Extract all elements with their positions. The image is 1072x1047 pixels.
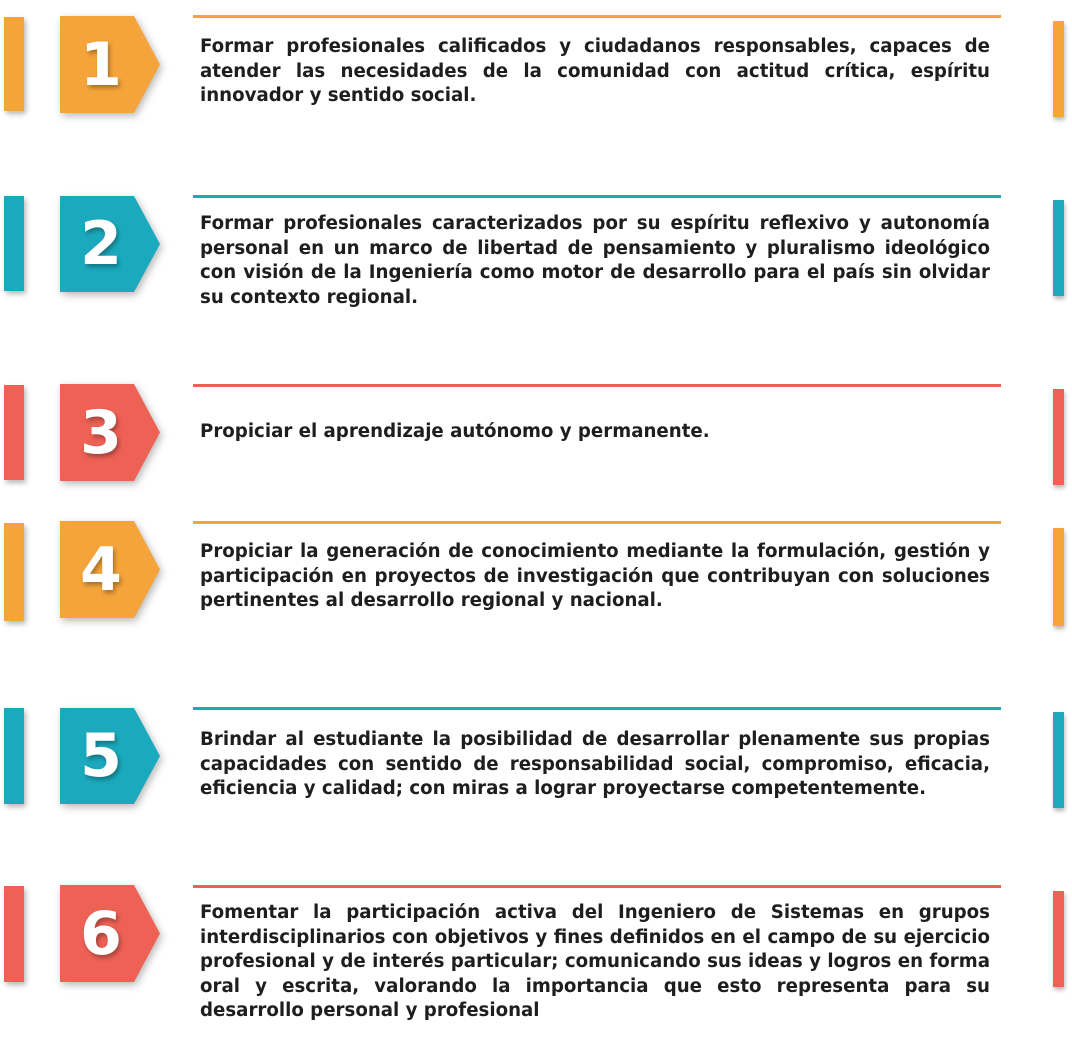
number-tag [60,196,160,292]
right-accent-bar [1053,528,1064,626]
objective-text: Formar profesionales caracterizados por su espíritu reflexivo y autonomía personal en un marco de libertad de pensamiento y pluralismo ideológico con visión de la Ingeniería como motor de desarrollo para el país sin olvidar su contexto regional. [200,213,990,308]
objective-text: Propiciar la generación de conocimiento mediante la formulación, gestión y participación en proyectos de investigación que contribuyan con soluciones pertinentes al desarrollo regional y nacional. [200,541,990,611]
tag-number: 4 [80,534,122,605]
top-divider-line [193,707,1001,710]
top-divider-line [193,885,1001,888]
top-divider-line [193,521,1001,524]
tag-number: 3 [80,397,122,468]
left-accent-bar [4,196,24,291]
top-divider-line [193,384,1001,387]
number-tag [60,521,160,618]
left-accent-bar [4,523,24,621]
right-accent-bar [1053,21,1064,117]
number-tag [60,16,160,113]
objective-text: Formar profesionales calificados y ciudadanos responsables, capaces de atender las necesidades de la comunidad con actitud crítica, espíritu innovador y sentido social. [200,36,990,106]
left-accent-bar [4,17,24,111]
left-accent-bar [4,886,24,982]
left-accent-bar [4,385,24,480]
right-accent-bar [1053,200,1064,296]
tag-number: 1 [80,29,122,100]
number-tag [60,708,160,804]
tag-number: 6 [80,898,122,969]
right-accent-bar [1053,389,1064,485]
number-tag [60,384,160,481]
tag-number: 5 [80,721,122,791]
objective-text: Propiciar el aprendizaje autónomo y permanente. [200,421,710,442]
right-accent-bar [1053,891,1064,987]
number-tag [60,885,160,982]
left-accent-bar [4,708,24,804]
top-divider-line [193,15,1001,18]
tag-number: 2 [80,209,122,279]
right-accent-bar [1053,712,1064,808]
objective-text: Brindar al estudiante la posibilidad de desarrollar plenamente sus propias capacidades con sentido de responsabilidad social, compromiso, eficacia, eficiencia y calidad; con miras a lograr proyectarse competentemente. [200,729,990,799]
top-divider-line [193,195,1001,198]
objective-text: Fomentar la participación activa del Ingeniero de Sistemas en grupos interdisciplinarios con objetivos y fines definidos en el campo de su ejercicio profesional y de interés particular; comunicando sus ideas y logros en forma oral y escrita, valorando la importancia que esto representa para su desarrollo personal y profesional [200,902,990,1021]
